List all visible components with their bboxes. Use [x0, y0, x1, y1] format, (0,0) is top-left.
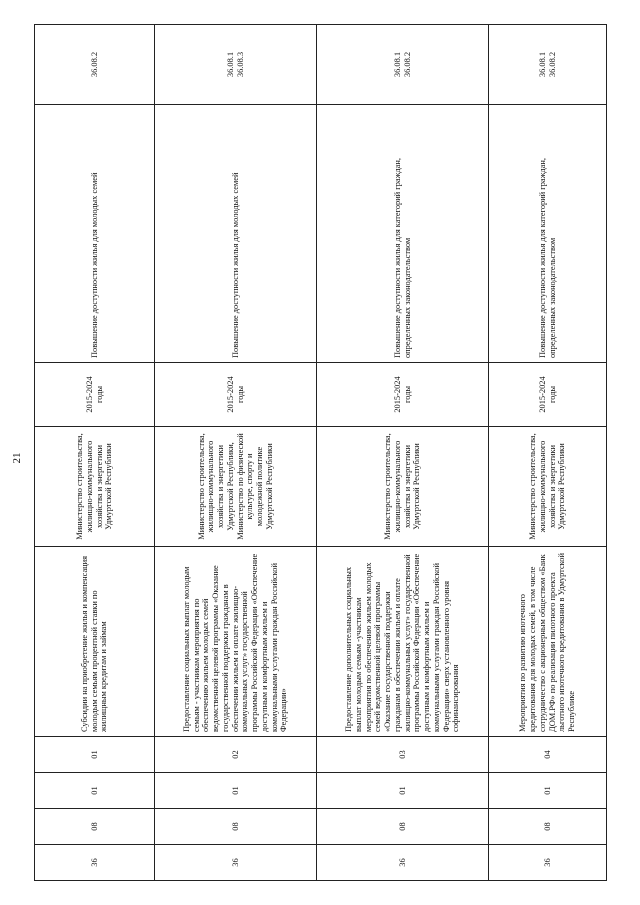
implementation-period: 2015-2024 годы	[35, 362, 155, 426]
code-subprogram: 08	[489, 808, 607, 844]
indicator-code: 36.08.2	[547, 51, 557, 77]
code-measure: 02	[155, 736, 317, 772]
target-indicators	[155, 24, 317, 104]
target-indicators	[35, 24, 155, 104]
code-subprogram: 08	[317, 808, 489, 844]
code-gp: 36	[155, 844, 317, 880]
indicator-code: 36.08.1	[537, 51, 547, 77]
code-basic-measure: 01	[489, 772, 607, 808]
table-row	[317, 24, 489, 880]
program-measures-table	[34, 24, 607, 881]
target-indicators	[489, 24, 607, 104]
expected-result: Повышение доступности жилья для молодых семей	[155, 104, 317, 362]
implementation-period: 2015-2024 годы	[489, 362, 607, 426]
code-measure: 04	[489, 736, 607, 772]
code-gp: 36	[317, 844, 489, 880]
indicator-code: 36.08.1	[225, 51, 235, 77]
expected-result: Повышение доступности жилья для категорий граждан, определенных законодательством	[317, 104, 489, 362]
responsible-executor: Министерство строительства, жилищно-коммунального хозяйства и энергетики Удмуртской Республики	[35, 426, 155, 546]
program-measures-table-rotated	[34, 25, 606, 881]
implementation-period: 2015-2024 годы	[317, 362, 489, 426]
expected-result: Повышение доступности жилья для молодых семей	[35, 104, 155, 362]
page-number: 21	[11, 452, 23, 464]
code-subprogram: 08	[35, 808, 155, 844]
table-row	[155, 24, 317, 880]
code-measure: 01	[35, 736, 155, 772]
table-row	[489, 24, 607, 880]
responsible-executor: Министерство строительства, жилищно-коммунального хозяйства и энергетики Удмуртской Республики	[317, 426, 489, 546]
measure-name: Мероприятия по развитию ипотечного кредитования для молодых семей, в том числе сотрудничество с акционерным обществом «Банк ДОМ.РФ» по реализации пилотного проекта льготного ипотечного кредитования в Удмуртской Республике	[489, 546, 607, 736]
measure-name: Предоставление социальных выплат молодым семьям - участникам мероприятия по обеспечению жильем молодых семей ведомственной целевой программы «Оказание государственной поддержки гражданам в обеспечении жильем и оплате жилищно-коммунальных услуг» государственной программы Российской Федерации «Обеспечение доступным и комфортным жильем и коммунальными услугами граждан Российской Федерации»	[155, 546, 317, 736]
code-basic-measure: 01	[317, 772, 489, 808]
table-row	[35, 24, 155, 880]
code-gp: 36	[489, 844, 607, 880]
measure-name: Субсидии на приобретение жилья и компенсация молодым семьям процентной ставки по жилищным кредитам и займам	[35, 546, 155, 736]
measure-name: Предоставление дополнительных социальных выплат молодым семьям -участникам мероприятия по обеспечению жильем молодых семей ведомственной целевой программы «Оказание государственной поддержки гражданам в обеспечении жильем и оплате жилищно-коммунальных услуг» государственной программы Российской Федерации «Обеспечение доступным и комфортным жильем и коммунальными услугами граждан Российской Федерации» сверх установленного уровня софинансирования	[317, 546, 489, 736]
indicator-code: 36.08.3	[235, 51, 245, 77]
indicator-code: 36.08.2	[402, 51, 412, 77]
expected-result: Повышение доступности жилья для категорий граждан, определенных законодательством	[489, 104, 607, 362]
code-basic-measure: 01	[35, 772, 155, 808]
target-indicators	[317, 24, 489, 104]
indicator-code: 36.08.2	[89, 51, 99, 77]
code-gp: 36	[35, 844, 155, 880]
responsible-executor: Министерство строительства, жилищно-коммунального хозяйства и энергетики Удмуртской Республики	[489, 426, 607, 546]
code-basic-measure: 01	[155, 772, 317, 808]
code-subprogram: 08	[155, 808, 317, 844]
responsible-executor: Министерство строительства, жилищно-коммунального хозяйства и энергетики Удмуртской Республики, Министерство по физической культуре, спорту и молодежной политике Удмуртской Республики	[155, 426, 317, 546]
code-measure: 03	[317, 736, 489, 772]
indicator-code: 36.08.1	[392, 51, 402, 77]
implementation-period: 2015-2024 годы	[155, 362, 317, 426]
